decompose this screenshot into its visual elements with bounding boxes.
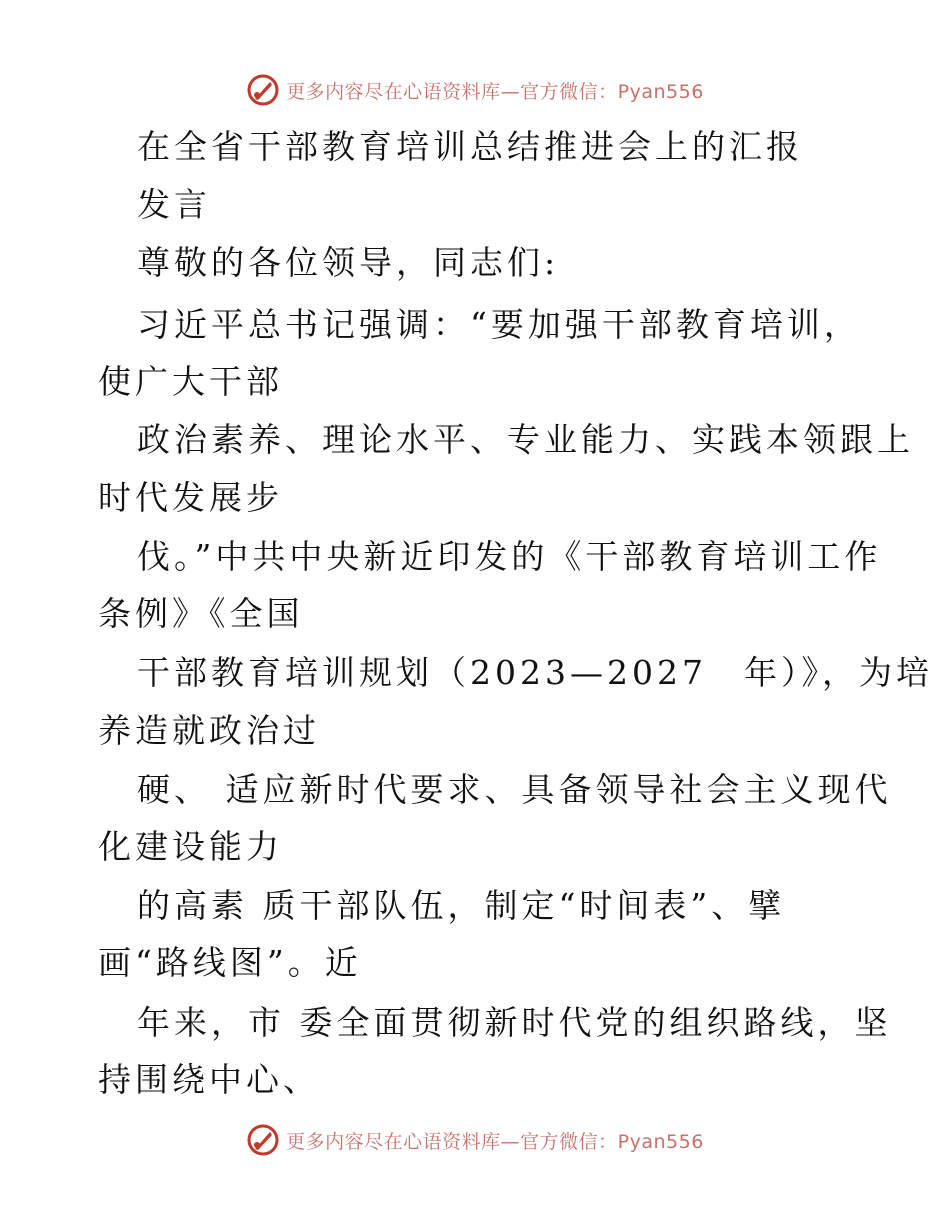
greeting-line: 尊敬的各位领导，同志们: [137,243,560,282]
body-line: 干部教育培训规划（2023—2027 年）》，为培 [137,653,933,692]
watermark-text: 更多内容尽在心语资料库—官方微信：Pyan556 [286,1130,704,1153]
quill-logo-icon [246,1123,280,1157]
body-line: 使广大干部 [98,362,283,401]
title-line-2: 发言 [137,185,211,224]
watermark-header [0,70,950,110]
body-line: 条例》《全国 [98,594,304,633]
body-line: 硬、 适应新时代要求、具备领导社会主义现代 [137,770,892,809]
watermark-text: 更多内容尽在心语资料库—官方微信：Pyan556 [286,80,704,103]
body-line: 持围绕中心、 [98,1060,320,1099]
title-line-1: 在全省干部教育培训总结推进会上的汇报 [137,127,803,166]
body-line: 伐。”中共中央新近印发的《干部教育培训工作 [137,537,882,576]
body-line: 政治素养、理论水平、专业能力、实践本领跟上 [137,420,914,459]
watermark-footer [0,1120,950,1160]
body-line: 养造就政治过 [98,711,320,750]
body-line: 习近平总书记强调：“要加强干部教育培训， [137,305,861,344]
body-line: 年来，市 委全面贯彻新时代党的组织路线，坚 [137,1003,892,1042]
quill-logo-icon [246,73,280,107]
body-line: 化建设能力 [98,827,283,866]
body-line: 时代发展步 [98,478,283,517]
body-line: 画“路线图”。近 [98,943,362,982]
body-line: 的高素 质干部队伍，制定“时间表”、擘 [137,886,786,925]
